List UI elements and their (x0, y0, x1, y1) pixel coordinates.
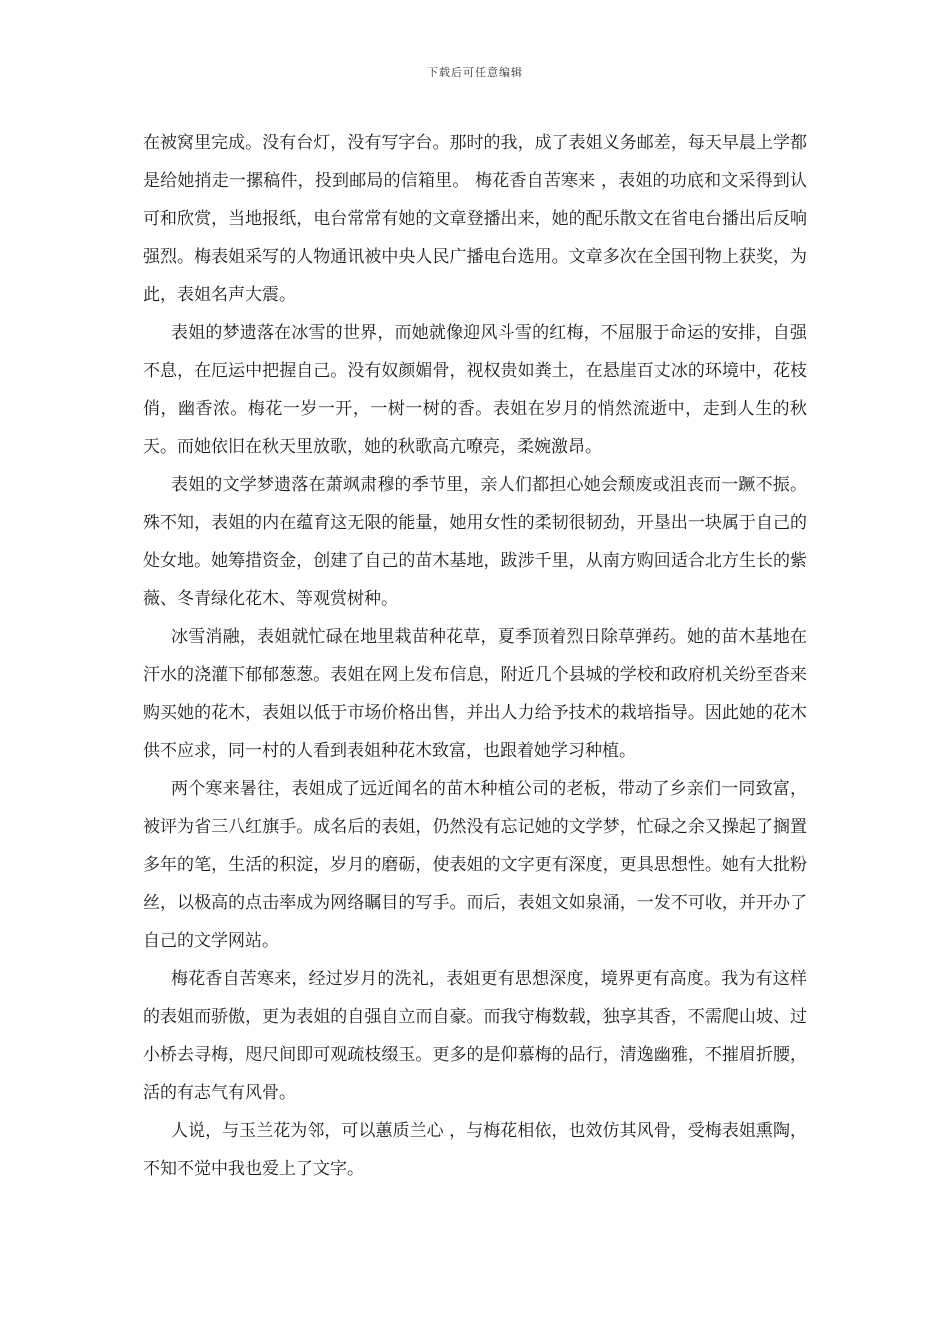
paragraph-1: 在被窝里完成。没有台灯，没有写字台。那时的我，成了表姐义务邮差，每天早晨上学都是给她捎走一摞稿件，投到邮局的信箱里。 梅花香自苦寒来 ，表姐的功底和文采得到认可和欣赏，当地报纸，电台常常有她的文章登播出来，她的配乐散文在省电台播出后反响强烈。梅表姐采写的人物通讯被中央人民广播电台选用。文章多次在全国刊物上获奖，为此，表姐名声大震。 (143, 133, 807, 305)
paragraph-5: 两个寒来暑往，表姐成了远近闻名的苗木种植公司的老板，带动了乡亲们一同致富，被评为省三八红旗手。成名后的表姐，仍然没有忘记她的文学梦，忙碌之余又操起了搁置多年的笔，生活的积淀，岁月的磨砺，使表姐的文字更有深度，更具思想性。她有大批粉丝，以极高的点击率成为网络瞩目的写手。而后，表姐文如泉涌，一发不可收，并开办了自己的文学网站。 (143, 779, 807, 951)
paragraph-6: 梅花香自苦寒来，经过岁月的洗礼，表姐更有思想深度，境界更有高度。我为有这样的表姐而骄傲，更为表姐的自强自立而自豪。而我守梅数载，独享其香，不需爬山坡、过小桥去寻梅，咫尺间即可观疏枝缀玉。更多的是仰慕梅的品行，清逸幽雅，不摧眉折腰，活的有志气有风骨。 (143, 969, 807, 1103)
paragraph-4: 冰雪消融，表姐就忙碌在地里栽苗种花草，夏季顶着烈日除草弹药。她的苗木基地在汗水的浇灌下郁郁葱葱。表姐在网上发布信息，附近几个县城的学校和政府机关纷至沓来购买她的花木，表姐以低于市场价格出售，并出人力给予技术的栽培指导。因此她的花木供不应求，同一村的人看到表姐种花木致富，也跟着她学习种植。 (143, 627, 807, 761)
document-body (143, 124, 807, 1188)
paragraph-3: 表姐的文学梦遗落在萧飒肃穆的季节里，亲人们都担心她会颓废或沮丧而一蹶不振。殊不知，表姐的内在蕴育这无限的能量，她用女性的柔韧很韧劲，开垦出一块属于自己的处女地。她筹措资金，创建了自己的苗木基地，跋涉千里，从南方购回适合北方生长的紫薇、冬青绿化花木、等观赏树种。 (143, 475, 807, 609)
paragraph-2: 表姐的梦遗落在冰雪的世界，而她就像迎风斗雪的红梅，不屈服于命运的安排，自强不息，在厄运中把握自己。没有奴颜媚骨，视权贵如粪土，在悬崖百丈冰的环境中，花枝俏，幽香浓。梅花一岁一开，一树一树的香。表姐在岁月的悄然流逝中，走到人生的秋天。而她依旧在秋天里放歌，她的秋歌高亢嘹亮，柔婉激昂。 (143, 323, 807, 457)
page-header-note: 下载后可任意编辑 (427, 66, 523, 79)
paragraph-7: 人说，与玉兰花为邻，可以蕙质兰心 ，与梅花相依，也效仿其风骨，受梅表姐熏陶，不知不觉中我也爱上了文字。 (143, 1121, 807, 1179)
